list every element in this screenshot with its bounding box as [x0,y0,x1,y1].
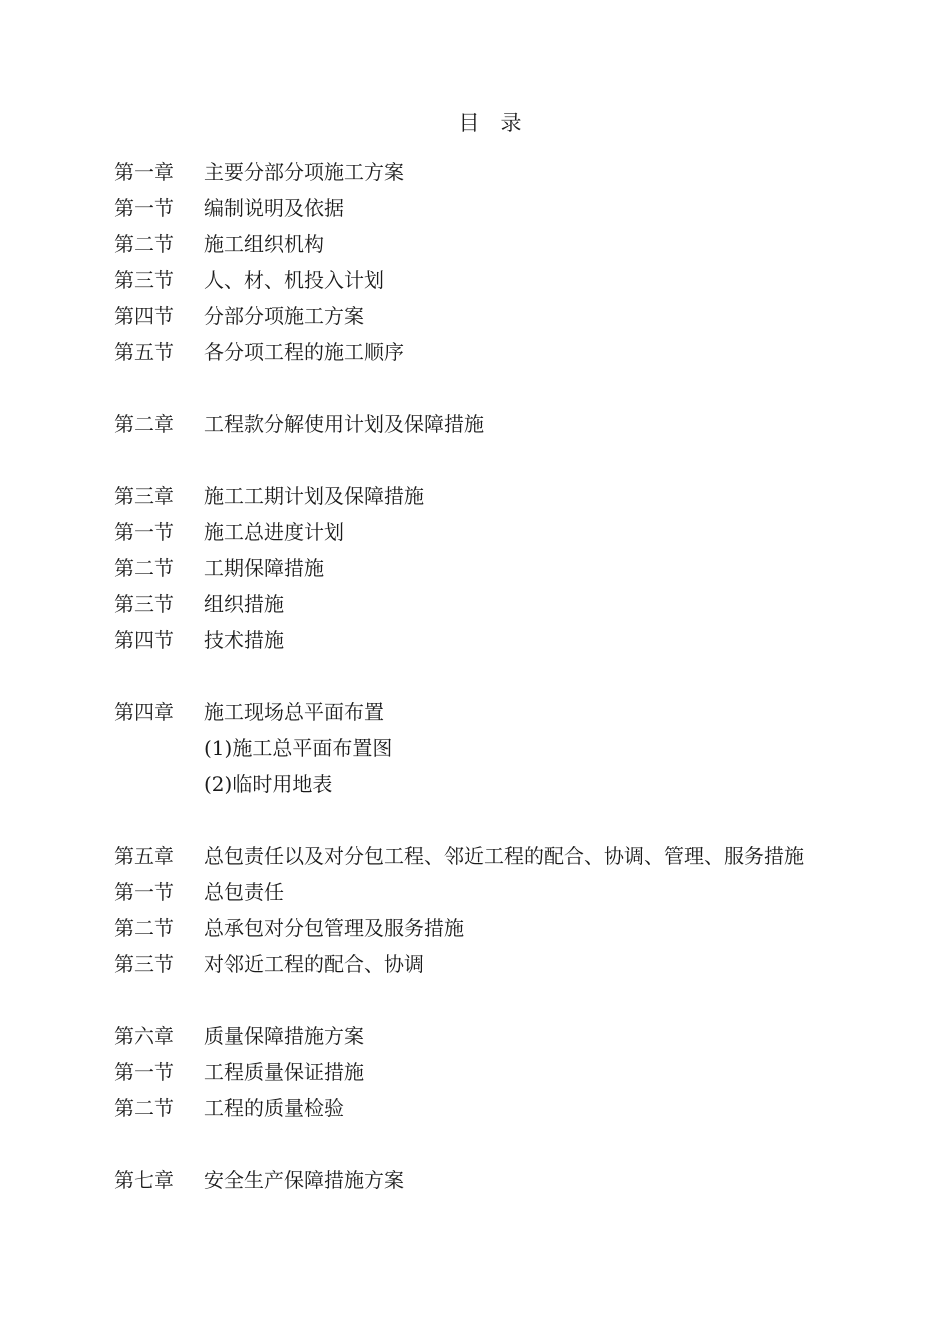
toc-entry [114,406,914,442]
toc-entry-label: 第一节 [114,520,174,544]
toc-entry-text: 技术措施 [204,628,284,652]
toc-entry-label [114,442,204,478]
toc-entry-label: 第三节 [114,952,174,976]
toc-entry-label: 第三节 [114,268,174,292]
toc-entry-text [204,1126,914,1162]
toc-entry-label: 第五章 [114,844,174,868]
toc-entry-label [114,658,204,694]
toc-spacer [114,442,914,478]
toc-entry [114,334,914,370]
toc-entry-text: 对邻近工程的配合、协调 [204,952,424,976]
toc-entry-text: 施工现场总平面布置 [204,700,384,724]
toc-entry [114,298,914,334]
toc-entry [114,262,914,298]
toc-spacer [114,658,914,694]
toc-entry-text: 质量保障措施方案 [204,1024,364,1048]
toc-entry-label [114,370,204,406]
toc-entry [114,694,914,730]
toc-entry-text [204,982,914,1018]
toc-entry-text: 施工组织机构 [204,232,324,256]
toc-entry-text [204,442,914,478]
toc-entry-text: 分部分项施工方案 [204,304,364,328]
toc-entry-text: 编制说明及依据 [204,196,344,220]
toc-spacer [114,370,914,406]
toc-entry-label: 第六章 [114,1024,174,1048]
toc-entry-label: 第一章 [114,160,174,184]
toc-entry-text: 工期保障措施 [204,556,324,580]
toc-title: 目 录 [458,111,522,135]
toc-entry [114,514,914,550]
toc-entry-text [204,802,914,838]
toc-entry-text: 各分项工程的施工顺序 [204,340,404,364]
toc-entry-label [114,1126,204,1162]
toc-entry-label: 第三节 [114,592,174,616]
toc-entry-text: 人、材、机投入计划 [204,268,384,292]
toc-entry-text: 施工总进度计划 [204,520,344,544]
toc-entry [114,550,914,586]
toc-entry-text: (2)临时用地表 [204,772,333,796]
toc-entry-label: 第二节 [114,916,174,940]
toc-entry-text [204,370,914,406]
toc-entry-label: 第二节 [114,1096,174,1120]
toc-entry [114,478,914,514]
toc-spacer [114,982,914,1018]
toc-entry-label: 第四章 [114,700,174,724]
toc-entry [114,586,914,622]
toc-entry [114,1090,914,1126]
toc-entry-label: 第七章 [114,1168,174,1192]
toc-spacer [114,802,914,838]
toc-entry-label: 第一节 [114,196,174,220]
toc-subentry [114,766,914,802]
toc-entry-text: 工程的质量检验 [204,1096,344,1120]
toc-list [114,154,914,1198]
toc-entry-label: 第五节 [114,340,174,364]
toc-entry [114,226,914,262]
toc-entry-label: 第二章 [114,412,174,436]
toc-entry-label [114,802,204,838]
toc-entry-text: 组织措施 [204,592,284,616]
toc-entry [114,154,914,190]
toc-entry-label: 第二节 [114,232,174,256]
toc-entry-label: 第二节 [114,556,174,580]
toc-entry [114,1054,914,1090]
toc-entry-text: 主要分部分项施工方案 [204,160,404,184]
toc-entry-text: 工程款分解使用计划及保障措施 [204,412,484,436]
toc-entry [114,1162,914,1198]
toc-spacer [114,1126,914,1162]
toc-entry [114,874,914,910]
toc-entry-text: 总承包对分包管理及服务措施 [204,916,464,940]
toc-entry-text: (1)施工总平面布置图 [204,736,393,760]
toc-entry-text [204,658,914,694]
toc-entry [114,622,914,658]
toc-entry [114,190,914,226]
toc-entry [114,910,914,946]
toc-entry-text: 工程质量保证措施 [204,1060,364,1084]
toc-subentry [114,730,914,766]
toc-entry-label: 第四节 [114,304,174,328]
toc-entry [114,946,914,982]
toc-entry-label [114,982,204,1018]
toc-entry [114,1018,914,1054]
toc-entry-label: 第三章 [114,484,174,508]
toc-entry-text: 安全生产保障措施方案 [204,1168,404,1192]
toc-entry-text: 施工工期计划及保障措施 [204,484,424,508]
toc-entry [114,838,914,874]
toc-entry-text: 总包责任以及对分包工程、邻近工程的配合、协调、管理、服务措施 [204,844,804,868]
toc-entry-label: 第一节 [114,880,174,904]
toc-entry-label: 第一节 [114,1060,174,1084]
toc-entry-text: 总包责任 [204,880,284,904]
toc-entry-label [114,766,204,802]
toc-entry-label: 第四节 [114,628,174,652]
toc-entry-label [114,730,204,766]
